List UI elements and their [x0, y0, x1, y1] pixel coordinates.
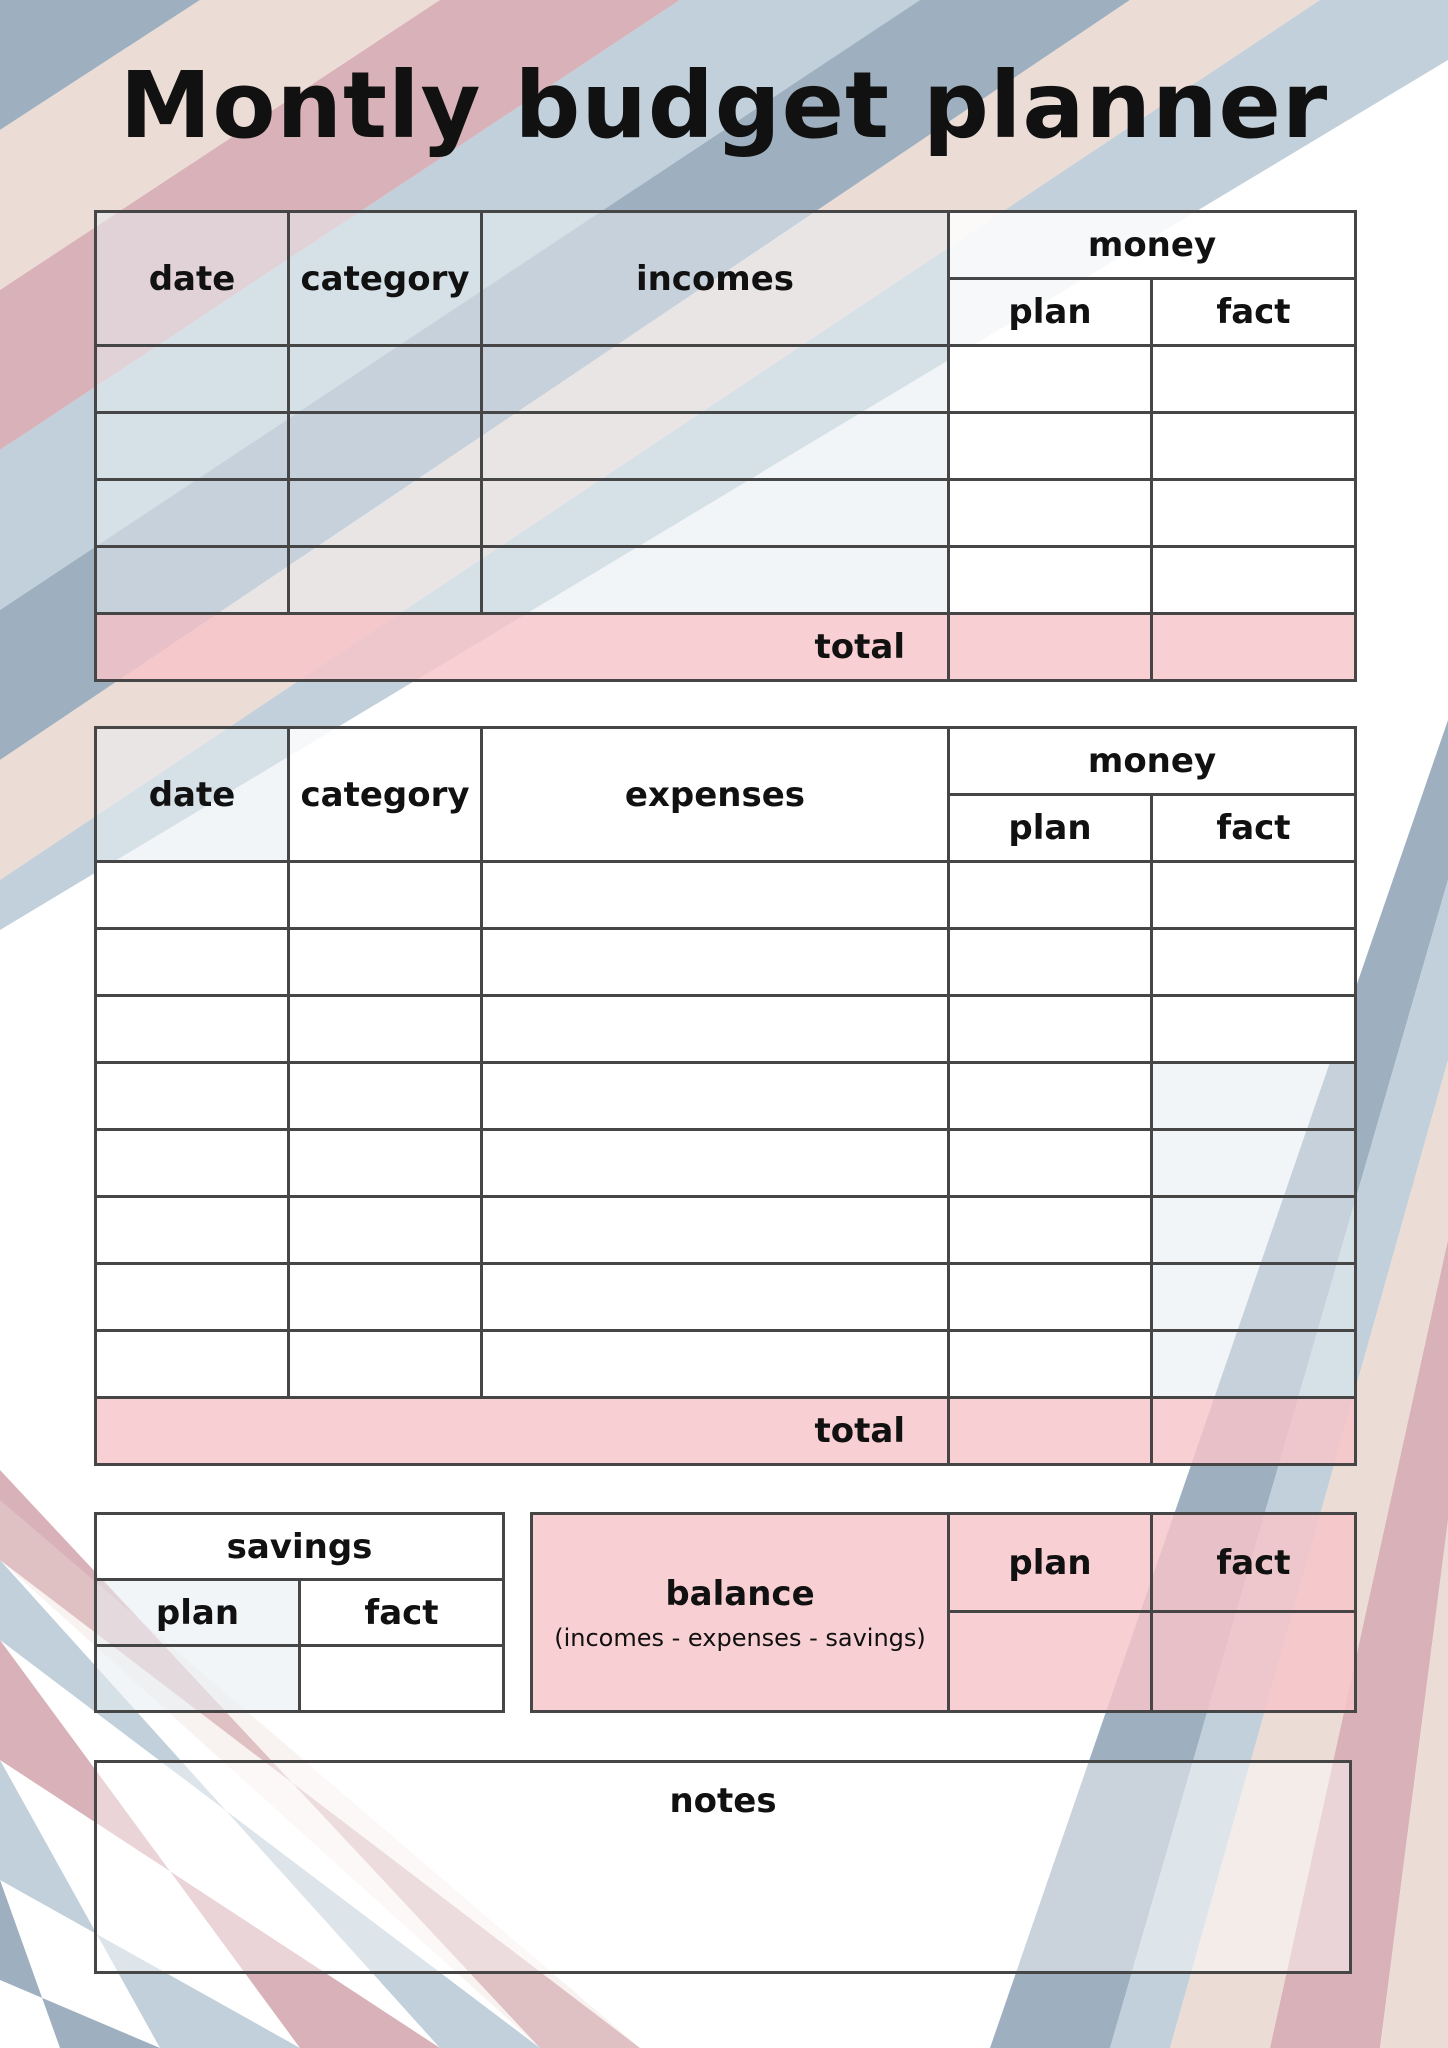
plan-cell[interactable] [949, 547, 1152, 614]
expenses-cell[interactable] [482, 1063, 949, 1130]
plan-cell[interactable] [949, 1197, 1152, 1264]
notes-box[interactable] [94, 1760, 1352, 1974]
table-row [96, 1264, 1356, 1331]
expenses-table [94, 726, 1357, 1466]
fact-cell[interactable] [1152, 346, 1356, 413]
balance-plan-label: plan [949, 1514, 1152, 1612]
category-cell[interactable] [289, 1331, 482, 1398]
category-cell[interactable] [289, 547, 482, 614]
category-cell[interactable] [289, 996, 482, 1063]
header-date: date [96, 728, 289, 862]
plan-cell[interactable] [949, 1063, 1152, 1130]
expenses-cell[interactable] [482, 862, 949, 929]
category-cell[interactable] [289, 1063, 482, 1130]
table-row [96, 929, 1356, 996]
total-plan-cell[interactable] [949, 614, 1152, 681]
table-row [96, 346, 1356, 413]
notes-title: notes [669, 1781, 777, 1821]
page-title: Montly budget planner [119, 52, 1329, 159]
plan-cell[interactable] [949, 862, 1152, 929]
plan-cell[interactable] [949, 413, 1152, 480]
total-label: total [96, 614, 949, 681]
fact-cell[interactable] [1152, 862, 1356, 929]
header-plan: plan [949, 279, 1152, 346]
date-cell[interactable] [96, 413, 289, 480]
fact-cell[interactable] [1152, 1063, 1356, 1130]
savings-fact-label: fact [300, 1580, 504, 1646]
fact-cell[interactable] [1152, 996, 1356, 1063]
plan-cell[interactable] [949, 929, 1152, 996]
expenses-cell[interactable] [482, 1331, 949, 1398]
table-row [96, 996, 1356, 1063]
header-category: category [289, 212, 482, 346]
total-fact-cell[interactable] [1152, 1398, 1356, 1465]
savings-table [94, 1512, 505, 1713]
expenses-cell[interactable] [482, 1130, 949, 1197]
date-cell[interactable] [96, 547, 289, 614]
plan-cell[interactable] [949, 1331, 1152, 1398]
total-label: total [96, 1398, 949, 1465]
header-money: money [949, 212, 1356, 279]
category-cell[interactable] [289, 862, 482, 929]
table-row [96, 862, 1356, 929]
plan-cell[interactable] [949, 1264, 1152, 1331]
fact-cell[interactable] [1152, 480, 1356, 547]
plan-cell[interactable] [949, 480, 1152, 547]
category-cell[interactable] [289, 346, 482, 413]
category-cell[interactable] [289, 480, 482, 547]
plan-cell[interactable] [949, 1130, 1152, 1197]
savings-plan-cell[interactable] [96, 1646, 300, 1712]
fact-cell[interactable] [1152, 1331, 1356, 1398]
total-row [96, 1398, 1356, 1465]
date-cell[interactable] [96, 996, 289, 1063]
header-fact: fact [1152, 279, 1356, 346]
date-cell[interactable] [96, 1331, 289, 1398]
table-row [96, 1197, 1356, 1264]
balance-fact-cell[interactable] [1152, 1612, 1356, 1712]
fact-cell[interactable] [1152, 929, 1356, 996]
fact-cell[interactable] [1152, 1264, 1356, 1331]
incomes-cell[interactable] [482, 346, 949, 413]
category-cell[interactable] [289, 929, 482, 996]
table-row [96, 1130, 1356, 1197]
incomes-table [94, 210, 1357, 682]
header-expenses: expenses [482, 728, 949, 862]
date-cell[interactable] [96, 929, 289, 996]
total-row [96, 614, 1356, 681]
balance-table [530, 1512, 1357, 1713]
date-cell[interactable] [96, 1264, 289, 1331]
date-cell[interactable] [96, 862, 289, 929]
fact-cell[interactable] [1152, 1130, 1356, 1197]
fact-cell[interactable] [1152, 413, 1356, 480]
table-row [96, 480, 1356, 547]
category-cell[interactable] [289, 1130, 482, 1197]
header-date: date [96, 212, 289, 346]
balance-plan-cell[interactable] [949, 1612, 1152, 1712]
incomes-cell[interactable] [482, 480, 949, 547]
balance-fact-label: fact [1152, 1514, 1356, 1612]
plan-cell[interactable] [949, 996, 1152, 1063]
savings-title: savings [96, 1514, 504, 1580]
header-category: category [289, 728, 482, 862]
fact-cell[interactable] [1152, 1197, 1356, 1264]
category-cell[interactable] [289, 1197, 482, 1264]
date-cell[interactable] [96, 1130, 289, 1197]
table-row [96, 1331, 1356, 1398]
table-row [96, 413, 1356, 480]
savings-fact-cell[interactable] [300, 1646, 504, 1712]
table-row [96, 1063, 1356, 1130]
expenses-cell[interactable] [482, 1197, 949, 1264]
header-fact: fact [1152, 795, 1356, 862]
total-fact-cell[interactable] [1152, 614, 1356, 681]
balance-title: balance [665, 1573, 815, 1614]
savings-plan-label: plan [96, 1580, 300, 1646]
fact-cell[interactable] [1152, 547, 1356, 614]
incomes-cell[interactable] [482, 547, 949, 614]
incomes-cell[interactable] [482, 413, 949, 480]
balance-formula: (incomes - expenses - savings) [554, 1623, 926, 1652]
expenses-cell[interactable] [482, 929, 949, 996]
date-cell[interactable] [96, 346, 289, 413]
date-cell[interactable] [96, 480, 289, 547]
expenses-cell[interactable] [482, 996, 949, 1063]
header-money: money [949, 728, 1356, 795]
category-cell[interactable] [289, 1264, 482, 1331]
plan-cell[interactable] [949, 346, 1152, 413]
table-row [96, 547, 1356, 614]
total-plan-cell[interactable] [949, 1398, 1152, 1465]
date-cell[interactable] [96, 1197, 289, 1264]
header-plan: plan [949, 795, 1152, 862]
balance-label-cell [532, 1514, 949, 1712]
expenses-cell[interactable] [482, 1264, 949, 1331]
category-cell[interactable] [289, 413, 482, 480]
date-cell[interactable] [96, 1063, 289, 1130]
header-incomes: incomes [482, 212, 949, 346]
